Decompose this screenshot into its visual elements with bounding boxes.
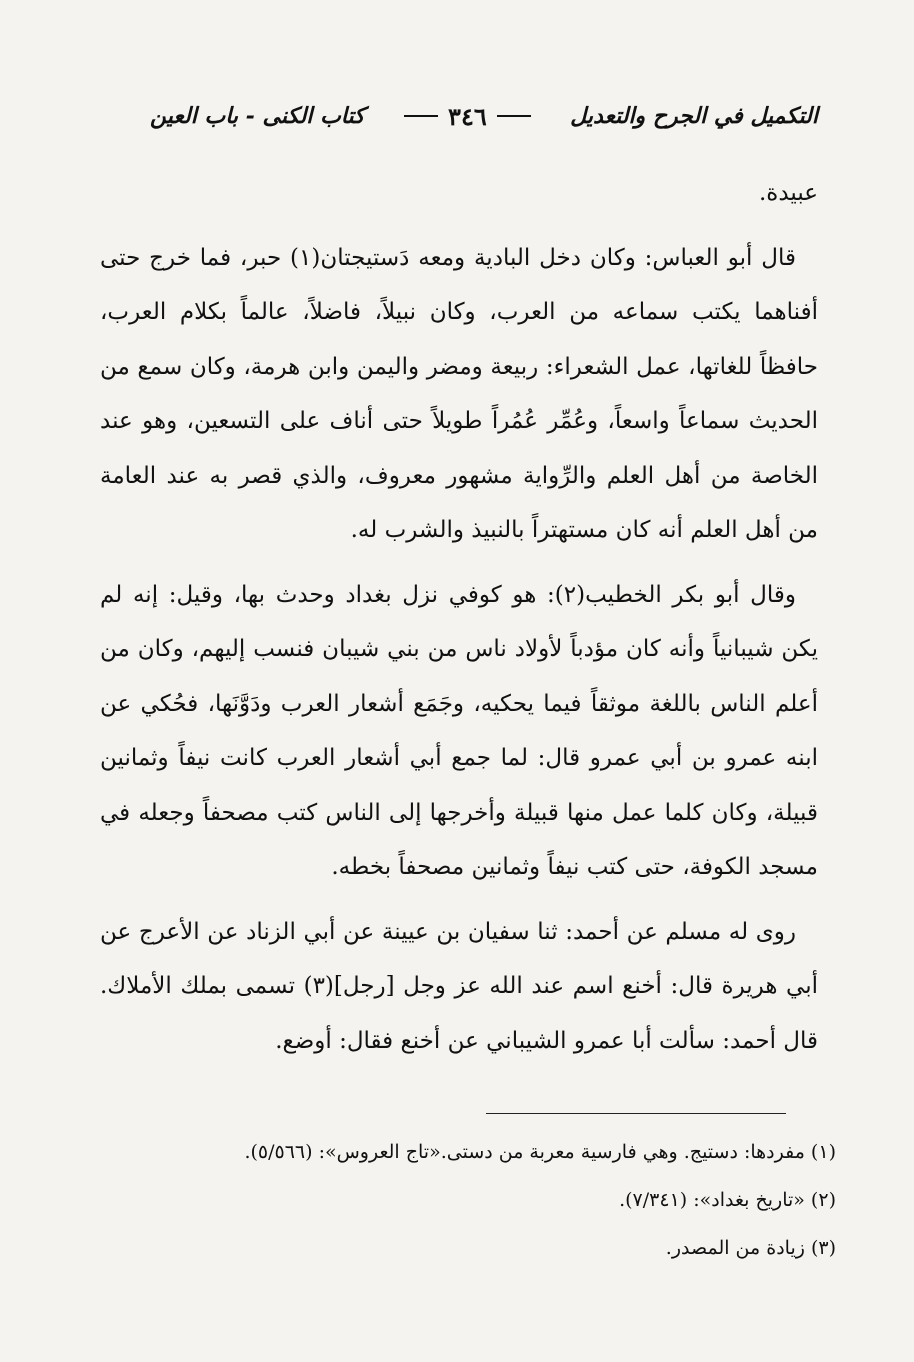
header-page-number-group (394, 102, 541, 131)
footnote-separator (486, 1113, 786, 1114)
footnote-3: (٣) زيادة من المصدر. (665, 1237, 836, 1259)
paragraph-abu-al-abbas: قال أبو العباس: وكان دخل البادية ومعه دَستيجتان(١) حبر، فما خرج حتى أفناهما يكتب سماعه من العرب، وكان نبيلاً، فاضلاً، عالماً بكلام العرب، حافظاً للغاتها، عمل الشعراء: ربيعة ومضر واليمن وابن هرمة، وكان سمع من الحديث سماعاً واسعاً، وعُمِّر عُمُراً طويلاً حتى أناف على التسعين، وهو عند الخاصة من أهل العلم والرِّواية مشهور معروف، والذي قصر به عند العامة من أهل العلم أنه كان مستهتراً بالنبيذ والشرب له. (100, 244, 818, 543)
footnote-2: (٢) «تاريخ بغداد»: (٧/٣٤١). (619, 1189, 836, 1211)
header-chapter-title: كتاب الكنى - باب العين (150, 103, 365, 129)
main-text (100, 166, 818, 1078)
header-dash-left (404, 115, 438, 117)
header-dash-right (497, 115, 531, 117)
opening-line: عبيدة. (758, 180, 818, 206)
page-number: ٣٤٦ (448, 101, 487, 131)
footnotes (150, 1128, 836, 1272)
paragraph-al-khatib: وقال أبو بكر الخطيب(٢): هو كوفي نزل بغداد وحدث بها، وقيل: إنه لم يكن شيبانياً وأنه كان مؤدباً لأولاد ناس من بني شيبان فنسب إليهم، وكان من أعلم الناس باللغة موثقاً فيما يحكيه، وجَمَع أشعار العرب ودَوَّنَها، فحُكي عن ابنه عمرو بن أبي عمرو قال: لما جمع أبي أشعار العرب كانت نيفاً وثمانين قبيلة، وكان كلما عمل منها قبيلة وأخرجها إلى الناس كتب مصحفاً وجعله في مسجد الكوفة، حتى كتب نيفاً وثمانين مصحفاً بخطه. (100, 581, 818, 880)
footnote-1: (١) مفردها: دستيج. وهي فارسية معربة من دستى.«تاج العروس»: (٥/٥٦٦). (244, 1141, 836, 1163)
header-book-title: التكميل في الجرح والتعديل (570, 103, 818, 129)
paragraph-narration: روى له مسلم عن أحمد: ثنا سفيان بن عيينة عن أبي الزناد عن الأعرج عن أبي هريرة قال: أخنع اسم عند الله عز وجل [رجل](٣) تسمى بملك الأملاك. قال أحمد: سألت أبا عمرو الشيباني عن أخنع فقال: أوضع. (100, 918, 819, 1054)
running-header (150, 96, 818, 136)
